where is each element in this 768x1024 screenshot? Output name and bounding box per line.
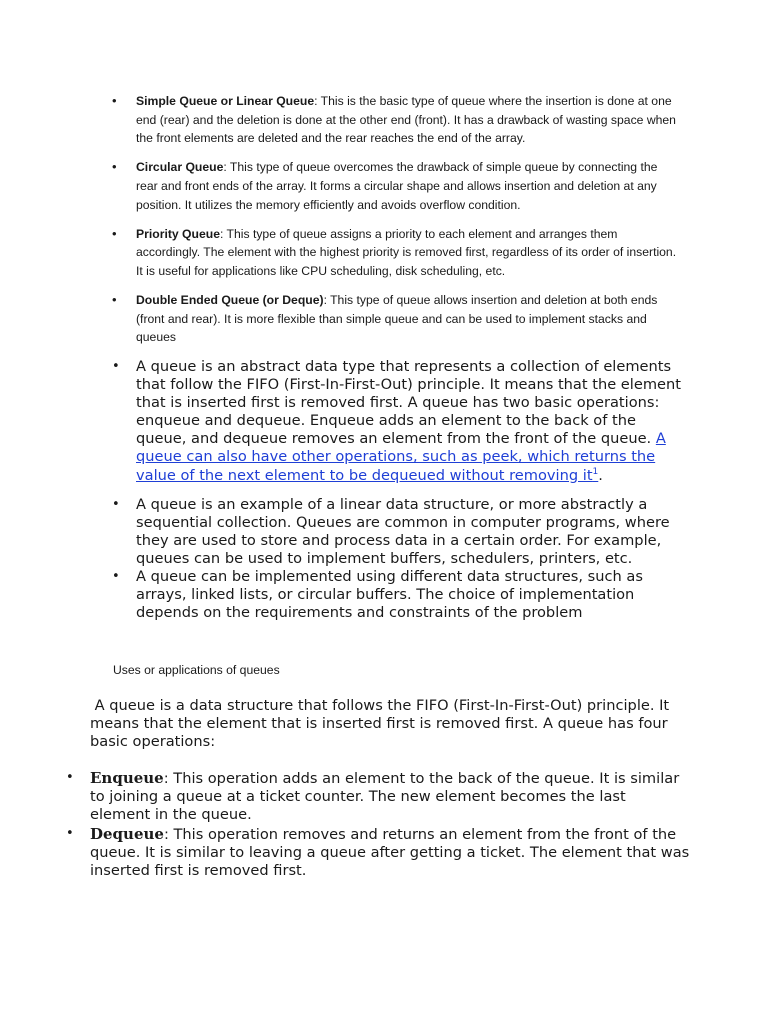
queue-type-description: : This type of queue allows insertion and deletion at both ends (front and rear). It is more flexible than simple queue and can be used to implement stacks and queues [136, 293, 658, 345]
uses-heading: Uses or applications of queues [113, 663, 280, 677]
list-item [112, 158, 678, 214]
intro-paragraph [90, 697, 690, 752]
queue-type-description: : This is the basic type of queue where the insertion is done at one end (rear) and the deletion is done at the other end (front). It has a drawback of wasting space when the front elements are deleted and the rear reaches the end of the array. [136, 94, 676, 146]
list-item-linear-structure [112, 496, 688, 568]
queue-type-term: Simple Queue or Linear Queue [136, 94, 315, 108]
queue-type-description: : This type of queue assigns a priority to each element and arranges them accordingly. The element with the highest priority is removed first, regardless of its order of insertion. It is useful for applications like CPU scheduling, disk scheduling, etc. [136, 226, 677, 278]
list-item [112, 225, 678, 281]
operation-term: Dequeue [90, 824, 164, 843]
list-item [112, 291, 678, 347]
queue-type-term: Double Ended Queue (or Deque) [136, 293, 324, 308]
definition-text: A queue is an abstract data type that represents a collection of elements that follow the FIFO (First-In-First-Out) principle. It means that the element that is inserted first is removed first. A queue has two basic operations: enqueue and dequeue. Enqueue adds an element to the back of the queue, and dequeue removes an element from the front of the queue. [136, 358, 681, 448]
implementation-text: A queue can be implemented using different data structures, such as arrays, linked lists, or circular buffers. The choice of implementation depends on the requirements and constraints of the problem [136, 568, 643, 622]
list-item-enqueue [66, 769, 690, 825]
list-item-implementation [112, 568, 688, 622]
queue-types-list [112, 92, 678, 358]
sentence-end: . [598, 466, 603, 484]
operation-term: Enqueue [90, 769, 164, 787]
footnote-marker: 1 [592, 466, 599, 477]
list-item-definition [112, 358, 688, 485]
queue-type-description: : This type of queue overcomes the drawback of simple queue by connecting the rear and front ends of the array. It forms a circular shape and allows insertion and deletion at any position. It utilizes the memory efficiently and avoids overflow condition. [136, 160, 658, 212]
operation-description: : This operation adds an element to the back of the queue. It is similar to joining a queue at a ticket counter. The new element becomes the last element in the queue. [90, 770, 680, 824]
list-item [112, 92, 678, 148]
link-text: A queue can also have other operations, such as peek, which returns the value of the next element to be dequeued without removing it [136, 430, 666, 484]
operations-list [66, 769, 690, 880]
list-item-dequeue [66, 825, 690, 881]
queue-facts-list [112, 358, 688, 622]
queue-type-term: Circular Queue [136, 160, 224, 175]
queue-type-term: Priority Queue [136, 226, 220, 241]
intro-text: A queue is a data structure that follows the FIFO (First-In-First-Out) principle. It means that the element that is inserted first is removed first. A queue has four basic operations: [90, 697, 670, 751]
linear-structure-text: A queue is an example of a linear data structure, or more abstractly a sequential collection. Queues are common in computer programs, where they are used to store and process data in a certain order. For example, queues can be used to implement buffers, schedulers, printers, etc. [136, 495, 670, 567]
operation-description: : This operation removes and returns an element from the front of the queue. It is similar to leaving a queue after getting a ticket. The element that was inserted first is removed first. [90, 825, 690, 880]
